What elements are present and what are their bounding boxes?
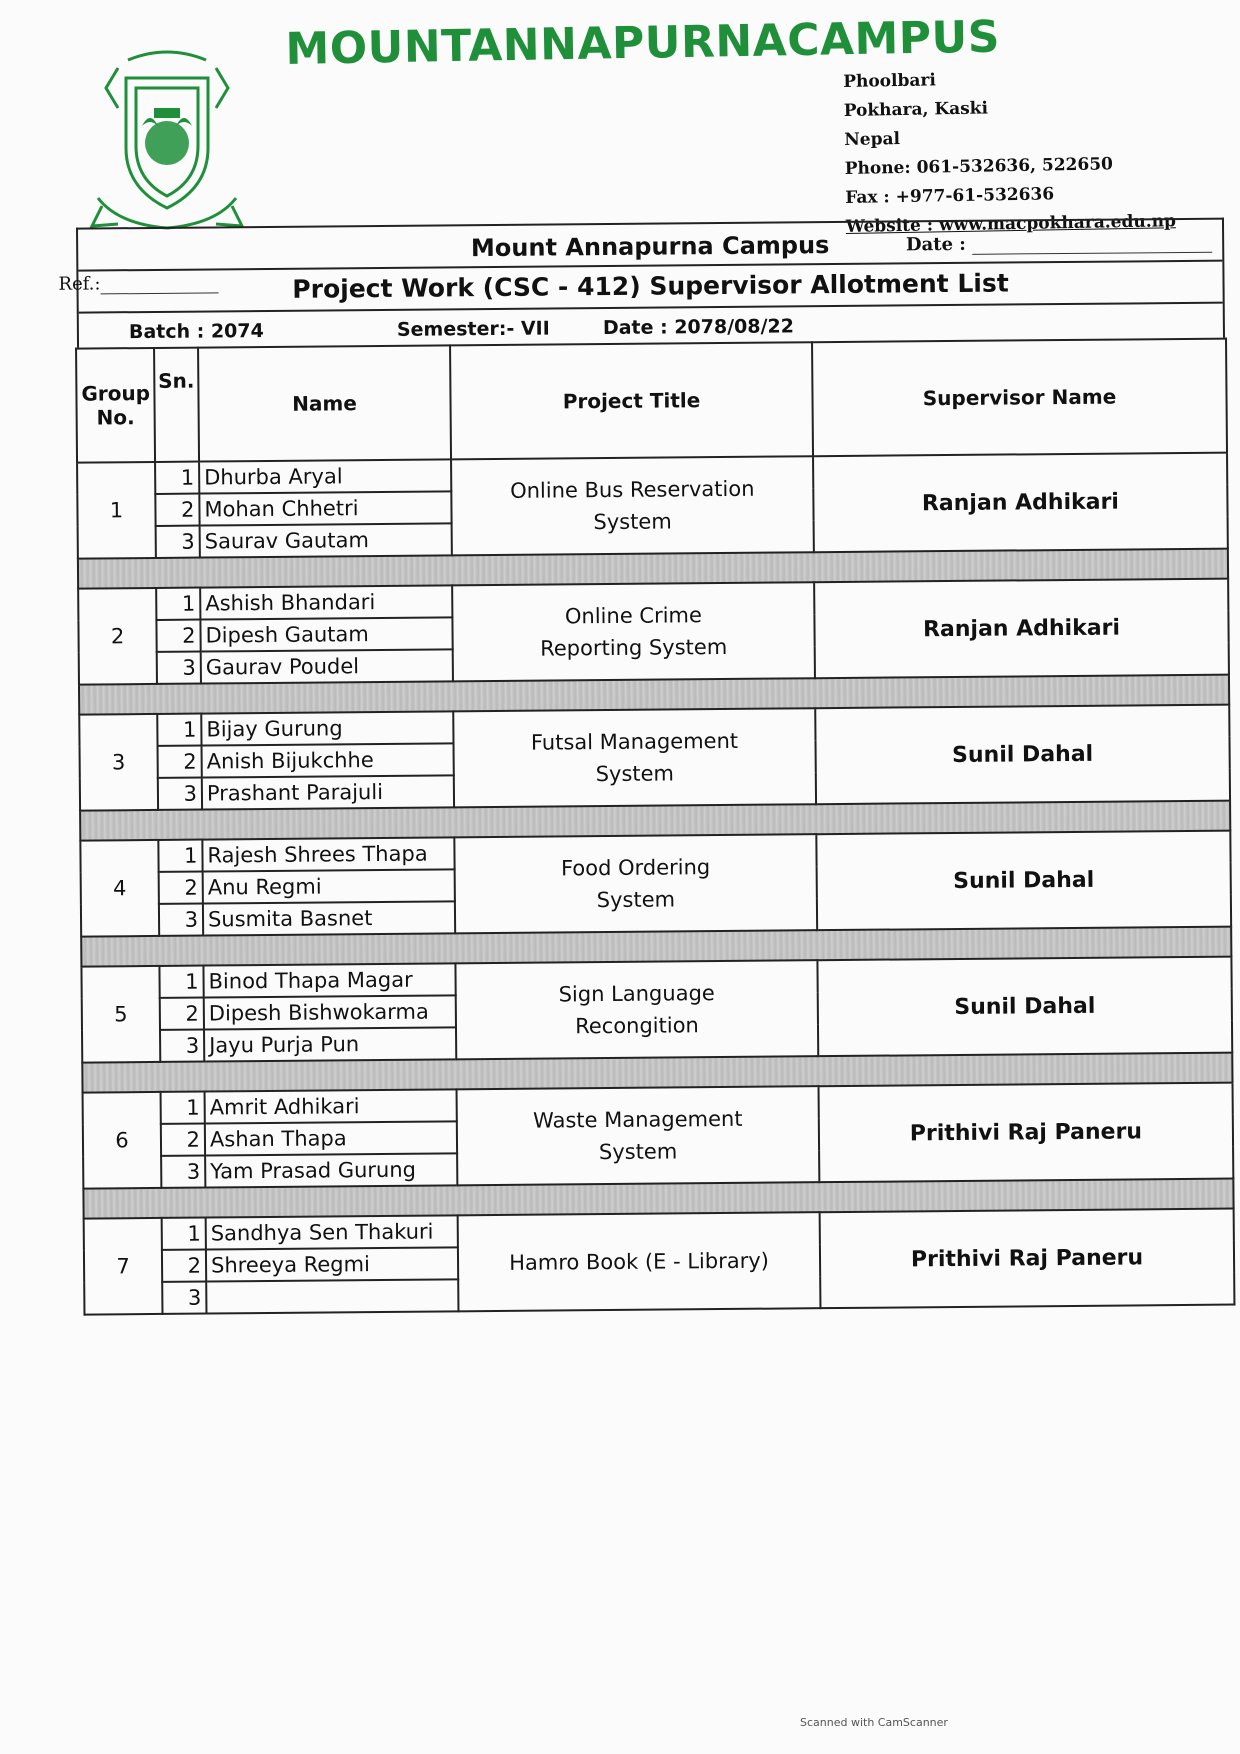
member-sn: 3 [156,526,200,558]
address-line: Phoolbari [843,70,937,92]
supervisor-name: Prithivi Raj Paneru [819,1083,1234,1183]
project-title-line: Reporting System [540,634,728,661]
member-name: Dipesh Bishwokarma [204,995,456,1029]
member-sn: 2 [155,494,199,526]
member-name: Gaurav Poudel [201,649,453,683]
member-sn: 1 [161,1092,205,1124]
project-title-line: System [596,887,676,913]
member-sn: 1 [157,714,201,746]
supervisor-name: Ranjan Adhikari [813,453,1228,553]
supervisor-name: Sunil Dahal [816,831,1231,931]
member-name: Sandhya Sen Thakuri [206,1215,458,1249]
allotment-sheet [34,218,1233,1316]
group-number: 1 [77,462,156,559]
table-header-row [76,339,1227,463]
group-number: 4 [80,840,159,937]
project-title-line: Hamro Book (E - Library) [509,1248,770,1275]
member-sn: 1 [162,1218,206,1250]
member-name: Dhurba Aryal [199,459,451,493]
semester: Semester:- VII [396,317,550,341]
group-number: 3 [79,714,158,811]
col-supervisor-name: Supervisor Name [812,339,1227,457]
group-number: 7 [84,1218,163,1315]
member-name: Shreeya Regmi [206,1247,458,1281]
project-title [458,1212,821,1311]
member-sn: 2 [158,746,202,778]
batch: Batch : 2074 [128,319,264,344]
ref-field [58,272,218,294]
scanner-watermark: Scanned with CamScanner [800,1716,948,1729]
project-title [457,1086,820,1185]
member-name: Yam Prasad Gurung [205,1153,457,1187]
member-sn: 3 [162,1282,206,1314]
date-line [972,238,1212,255]
project-title-line: Online Bus Reservation [510,476,755,503]
website: Website : www.macpokhara.edu.np [845,211,1177,237]
member-name: Mohan Chhetri [199,491,451,525]
ref-line [100,280,218,294]
phone: Phone: 061-532636, 522650 [844,154,1114,179]
project-title-line: Sign Language [558,981,715,1007]
sheet-title: Mount Annapurna Campus [470,231,830,263]
project-title-line: Recongition [575,1013,699,1039]
member-name: Anish Bijukchhe [202,743,454,777]
member-name: Binod Thapa Magar [203,963,455,997]
project-title-line: Futsal Management [530,728,739,755]
col-sn: Sn. [154,348,199,462]
member-name: Jayu Purja Pun [204,1027,456,1061]
group-number: 2 [78,588,157,685]
group-number: 5 [81,966,160,1063]
member-name: Dipesh Gautam [200,617,452,651]
member-name: Anu Regmi [203,869,455,903]
member-sn: 1 [155,462,199,494]
member-sn: 2 [159,872,203,904]
col-name: Name [198,345,451,461]
project-title [455,960,818,1059]
date-field [906,232,1212,256]
member-sn: 3 [158,778,202,810]
sheet-subtitle: Project Work (CSC - 412) Supervisor Allotment List [78,262,1222,314]
project-title-line: System [598,1139,678,1165]
project-title-line: Waste Management [533,1106,743,1133]
member-sn: 3 [159,904,203,936]
supervisor-name: Ranjan Adhikari [814,579,1229,679]
member-sn: 3 [160,1030,204,1062]
project-title [454,834,817,933]
member-name: Bijay Gurung [201,711,453,745]
col-group-no: Group No. [76,348,155,463]
date-label: Date : [905,233,966,256]
member-name: Prashant Parajuli [202,775,454,809]
address-line: Pokhara, Kaski [843,98,989,121]
campus-name: MOUNTANNAPURNACAMPUS [285,11,1001,75]
project-title [453,708,816,807]
address-line: Nepal [844,129,901,150]
project-title-line: System [595,761,675,787]
member-sn: 2 [161,1124,205,1156]
allotment-date: Date : 2078/08/22 [602,315,795,340]
supervisor-name: Sunil Dahal [815,705,1230,805]
member-name: Amrit Adhikari [205,1089,457,1123]
supervisor-name: Prithivi Raj Paneru [820,1209,1235,1309]
project-title-line: Food Ordering [560,855,711,881]
project-title [452,582,815,681]
member-name [206,1279,458,1313]
member-name: Rajesh Shrees Thapa [202,837,454,871]
allotment-table [75,338,1235,1316]
member-name: Saurav Gautam [200,523,452,557]
campus-address [843,62,1176,242]
member-name: Ashish Bhandari [200,585,452,619]
member-name: Ashan Thapa [205,1121,457,1155]
ref-label: Ref.: [58,273,101,295]
member-sn: 2 [160,998,204,1030]
member-sn: 1 [158,840,202,872]
fax: Fax : +977-61-532636 [845,184,1055,208]
group-number: 6 [83,1092,162,1189]
project-title-line: System [593,509,672,535]
member-sn: 3 [161,1156,205,1188]
project-title-line: Online Crime [564,603,702,629]
sheet-header [76,218,1225,348]
supervisor-name: Sunil Dahal [817,957,1232,1057]
member-sn: 1 [159,966,203,998]
col-project-title: Project Title [450,342,813,459]
campus-crest-icon [88,48,246,238]
member-sn: 1 [156,588,200,620]
project-title [451,456,814,555]
member-sn: 3 [157,652,201,684]
member-name: Susmita Basnet [203,901,455,935]
member-sn: 2 [156,620,200,652]
member-sn: 2 [162,1250,206,1282]
